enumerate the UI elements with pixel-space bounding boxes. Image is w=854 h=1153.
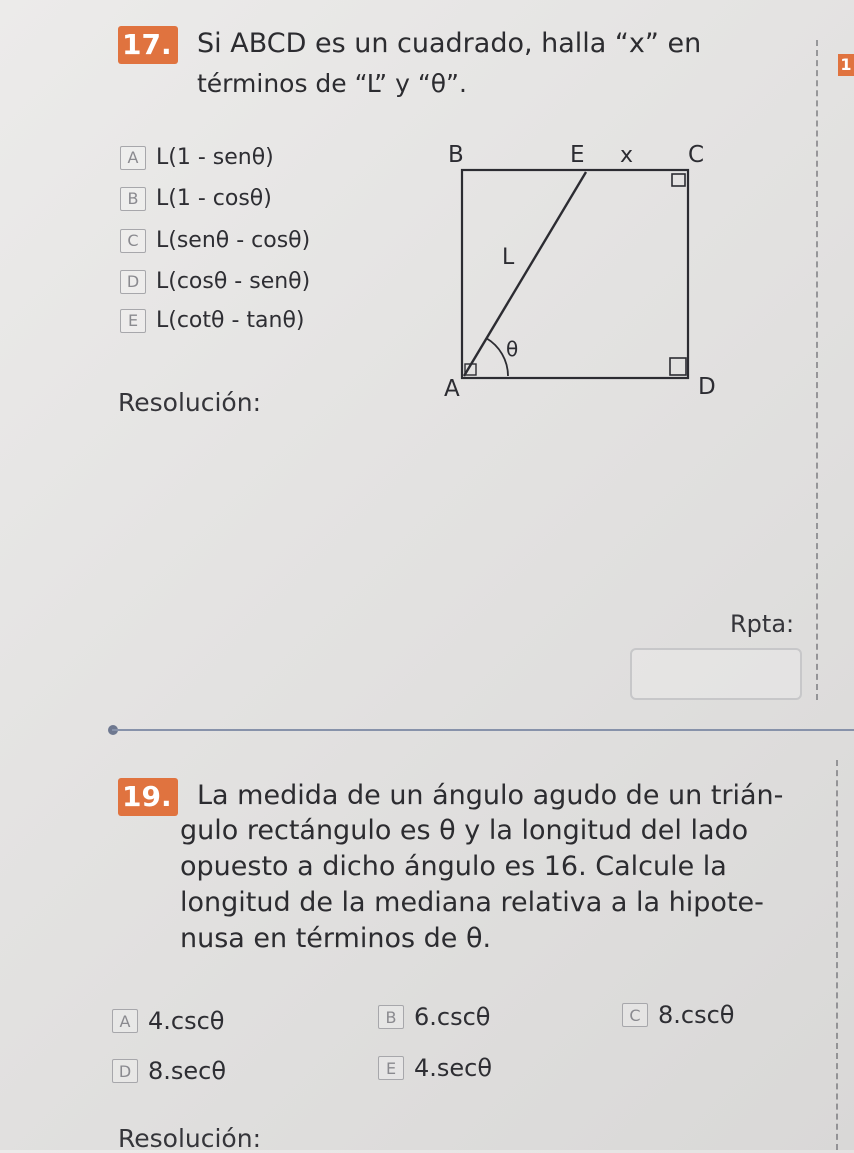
q19-option-a[interactable]: [112, 1007, 224, 1035]
option-text: L(1 - cosθ): [156, 186, 272, 211]
label-x: x: [620, 143, 634, 168]
segment-ae: [464, 172, 586, 376]
question-19-line1: La medida de un ángulo agudo de un trián-: [197, 780, 784, 811]
right-column-border-top: [816, 40, 818, 700]
q17-answer-label: Rpta:: [730, 610, 795, 638]
option-text: L(cosθ - senθ): [156, 269, 311, 294]
option-text: 4.cscθ: [148, 1007, 225, 1035]
option-text: 6.cscθ: [414, 1003, 491, 1031]
option-text: 4.secθ: [414, 1054, 493, 1082]
vertex-label-c: C: [688, 142, 705, 168]
section-separator: [112, 729, 854, 731]
point-label-e: E: [570, 142, 585, 168]
question-17-text-line1: Si ABCD es un cuadrado, halla “x” en: [197, 28, 702, 59]
option-letter: A: [120, 146, 146, 170]
label-theta: θ: [506, 337, 519, 361]
option-letter: E: [378, 1056, 404, 1080]
right-column-border-bottom: [836, 760, 838, 1150]
q17-option-b[interactable]: [120, 186, 272, 211]
option-letter: D: [120, 270, 146, 294]
right-angle-mark-c: [672, 174, 685, 186]
q17-answer-box[interactable]: [630, 648, 802, 700]
q19-option-b[interactable]: [378, 1003, 490, 1031]
q17-option-e[interactable]: [120, 308, 305, 333]
option-letter: A: [112, 1009, 138, 1033]
q17-option-d[interactable]: [120, 269, 310, 294]
question-17-text-line2: términos de “L” y “θ”.: [197, 69, 467, 98]
option-letter: C: [120, 229, 146, 253]
q19-option-d[interactable]: [112, 1057, 226, 1085]
vertex-label-d: D: [698, 374, 716, 400]
question-19-line5: nusa en términos de θ.: [180, 923, 492, 954]
q19-resolution-label: Resolución:: [118, 1124, 261, 1153]
option-text: L(1 - senθ): [156, 145, 274, 170]
question-number-19: 19.: [118, 778, 178, 816]
q19-option-e[interactable]: [378, 1054, 492, 1082]
option-text: L(cotθ - tanθ): [156, 308, 305, 333]
option-text: 8.cscθ: [658, 1001, 735, 1029]
option-letter: B: [378, 1005, 404, 1029]
square-figure: [420, 138, 740, 408]
q19-option-c[interactable]: [622, 1001, 734, 1029]
label-l: L: [502, 245, 515, 270]
q17-resolution-label: Resolución:: [118, 388, 261, 417]
option-letter: C: [622, 1003, 648, 1027]
right-angle-mark-d: [670, 358, 686, 375]
vertex-label-a: A: [444, 376, 460, 402]
question-number-17: 17.: [118, 26, 178, 64]
question-19-line3: opuesto a dicho ángulo es 16. Calcule la: [180, 851, 727, 882]
option-letter: B: [120, 187, 146, 211]
cut-off-mark: 1: [838, 54, 854, 76]
vertex-label-b: B: [448, 142, 464, 168]
option-text: L(senθ - cosθ): [156, 228, 311, 253]
theta-arc: [486, 338, 508, 376]
option-text: 8.secθ: [148, 1057, 227, 1085]
q17-option-c[interactable]: [120, 228, 310, 253]
question-19-line4: longitud de la mediana relativa a la hipote-: [180, 887, 764, 918]
option-letter: D: [112, 1059, 138, 1083]
option-letter: E: [120, 309, 146, 333]
question-19-line2: gulo rectángulo es θ y la longitud del lado: [180, 815, 749, 846]
q17-option-a[interactable]: [120, 145, 274, 170]
